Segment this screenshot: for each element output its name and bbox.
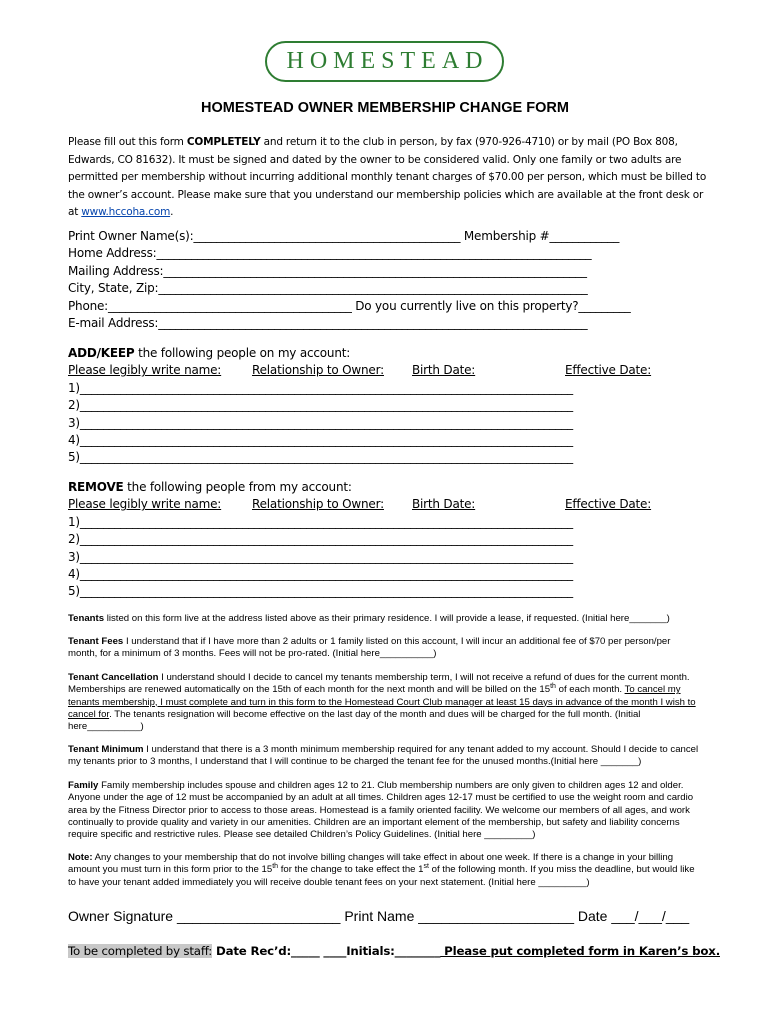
- intro-text-end: .: [170, 206, 174, 218]
- mailing-address-field[interactable]: Mailing Address:_________________________________________________________________________: [68, 263, 587, 278]
- policy-minimum-text: I understand that there is a 3 month minimum membership required for any tenant added to my account. Should I decide to cancel my tenants prior to 3 months, I understand that I will continue to be charged the tenant fee for the unused months.(Initial here _______): [68, 744, 699, 768]
- policy-tenant-fees: [68, 636, 702, 661]
- add-row-4[interactable]: 4)_____________________________________________________________________________________: [68, 432, 573, 447]
- policy-fees-text: I understand that if I have more than 2 adults or 1 family listed on this account, I will incur an additional fee of $70 per person/per month, for a minimum of 3 months. Fees will not be pro-rated. (Initial here__________): [68, 636, 671, 660]
- add-keep-section: [68, 345, 708, 467]
- policy-tenant-cancellation: [68, 672, 702, 733]
- initials-field[interactable]: ____Initials:________: [319, 944, 441, 958]
- policy-note-text: of the following month. If you miss the deadline, but would like to have your tenant added immediately you will receive double tenant fees on your next statement. (Initial here _________): [68, 864, 695, 888]
- remove-heading: [68, 479, 708, 496]
- staff-section: [68, 944, 720, 958]
- add-column-headers: [68, 362, 708, 379]
- homestead-logo: [265, 41, 504, 82]
- intro-text-start: Please fill out this form: [68, 136, 187, 148]
- signature-line[interactable]: Owner Signature _____________________ Print Name ____________________ Date ___/___/___: [68, 908, 690, 924]
- policy-cancel-text: I understand should I decide to cancel my tenants membership term, I will not receive a refund of dues for the current month. Memberships are renewed automatically on the 15th of each month for the next month and will be billed on the 15: [68, 672, 690, 696]
- policy-note: [68, 852, 702, 889]
- home-address-field[interactable]: Home Address:___________________________________________________________________________: [68, 246, 592, 261]
- policy-cancel-deadline: To cancel my tenants membership, I must complete and turn in this form to the Homestead Court Club manager at least 15 days in advance of the month I wish to cancel for: [68, 684, 696, 720]
- add-keep-heading: [68, 345, 708, 362]
- owner-info-fields: [68, 228, 708, 332]
- owner-name-field[interactable]: Print Owner Name(s):______________________________________________ Membership #____________: [68, 229, 620, 243]
- staff-instruction: Please put completed form in Karen’s box.: [440, 944, 720, 958]
- policy-note-label: Note:: [68, 852, 93, 863]
- form-title: HOMESTEAD OWNER MEMBERSHIP CHANGE FORM: [201, 100, 569, 116]
- col-name-header: Please legibly write name:: [68, 363, 222, 378]
- add-keep-label: ADD/KEEP: [68, 346, 135, 360]
- phone-field[interactable]: Phone:__________________________________________ Do you currently live on this property?_________: [68, 298, 631, 313]
- add-keep-heading-text: the following people on my account:: [134, 346, 351, 360]
- remove-section: [68, 479, 708, 601]
- intro-emphasis: COMPLETELY: [186, 136, 261, 148]
- policy-cancel-label: Tenant Cancellation: [68, 672, 159, 683]
- remove-heading-text: the following people from my account:: [123, 480, 352, 494]
- superscript: th: [550, 683, 556, 691]
- intro-paragraph: [68, 134, 708, 222]
- intro-text-body: and return it to the club in person, by fax (970-926-4710) or by mail (PO Box 808, Edwards, CO 81632). It must be signed and dated by the owner to be considered valid. Only one family or two adults are permitted per membership without incurring additional monthly tenant charges of $70.00 per person, which must be billed to the owner’s account. Please make sure that you understand our membership policies which are available at the front desk or at: [68, 136, 707, 218]
- policy-note-text: Any changes to your membership that do not involve billing changes will take effect in about one week. If there is a change in your billing amount you must turn in this form prior to the 15: [68, 852, 674, 876]
- policy-tenants-label: Tenants: [68, 613, 105, 624]
- policy-family-label: Family: [68, 780, 99, 791]
- policy-cancel-text: . The tenants resignation will become effective on the last day of the month and dues will be charged for the full month. (Initial here__________): [68, 708, 641, 733]
- col-name-header: Please legibly write name:: [68, 497, 222, 512]
- policy-minimum-label: Tenant Minimum: [68, 744, 144, 755]
- logo-text: HOMESTEAD: [286, 48, 489, 74]
- remove-column-headers: [68, 496, 708, 513]
- add-row-2[interactable]: 2)_____________________________________________________________________________________: [68, 398, 573, 413]
- policy-note-text: for the change to take effect the 1: [278, 864, 424, 876]
- col-effective-header: Effective Date:: [565, 497, 652, 512]
- policy-tenants: [68, 613, 702, 625]
- city-state-zip-field[interactable]: City, State, Zip:__________________________________________________________________________: [68, 281, 588, 296]
- policy-fees-label: Tenant Fees: [68, 636, 124, 647]
- superscript: th: [272, 863, 279, 871]
- policy-tenants-text: listed on this form live at the address listed above as their primary residence. I will provide a lease, if requested. (Initial here_______): [104, 613, 670, 624]
- email-field[interactable]: E-mail Address:__________________________________________________________________________: [68, 315, 588, 330]
- col-birth-header: Birth Date:: [412, 497, 476, 512]
- add-row-1[interactable]: 1)_____________________________________________________________________________________: [68, 380, 573, 395]
- remove-row-2[interactable]: 2)_____________________________________________________________________________________: [68, 532, 573, 547]
- policy-cancel-text: of each month.: [555, 684, 625, 696]
- col-relationship-header: Relationship to Owner:: [252, 363, 384, 378]
- col-relationship-header: Relationship to Owner:: [252, 497, 384, 512]
- add-row-5[interactable]: 5)_____________________________________________________________________________________: [68, 450, 573, 465]
- remove-row-5[interactable]: 5)_____________________________________________________________________________________: [68, 584, 573, 599]
- col-effective-header: Effective Date:: [565, 363, 652, 378]
- col-birth-header: Birth Date:: [412, 363, 476, 378]
- remove-row-1[interactable]: 1)_____________________________________________________________________________________: [68, 514, 573, 529]
- policy-family: [68, 780, 702, 841]
- staff-label: To be completed by staff:: [68, 944, 213, 958]
- superscript: st: [423, 863, 429, 871]
- remove-label: REMOVE: [68, 480, 124, 494]
- add-row-3[interactable]: 3)_____________________________________________________________________________________: [68, 415, 573, 430]
- remove-row-4[interactable]: 4)_____________________________________________________________________________________: [68, 566, 573, 581]
- date-received-field[interactable]: Date Rec’d:_____: [212, 944, 320, 958]
- policy-tenant-minimum: [68, 744, 702, 769]
- website-link[interactable]: www.hccoha.com: [81, 206, 171, 218]
- remove-row-3[interactable]: 3)_____________________________________________________________________________________: [68, 549, 573, 564]
- policy-family-text: Family membership includes spouse and children ages 12 to 21. Club membership numbers are only given to children ages 12 and older. Anyone under the age of 12 must be accompanied by an adult at all times. Children ages 12-17 must be certified to use the weight room and cardio area by the Fitness Director prior to access to those areas. Homestead is a family oriented facility. We welcome our members of all ages, and work continually to provide quality and variety in our amenities. Children are an important element of the membership, but safety and liability concerns require specific and restrictive rules. Please see detailed Children’s Policy Guidelines. (Initial here _________): [68, 780, 694, 841]
